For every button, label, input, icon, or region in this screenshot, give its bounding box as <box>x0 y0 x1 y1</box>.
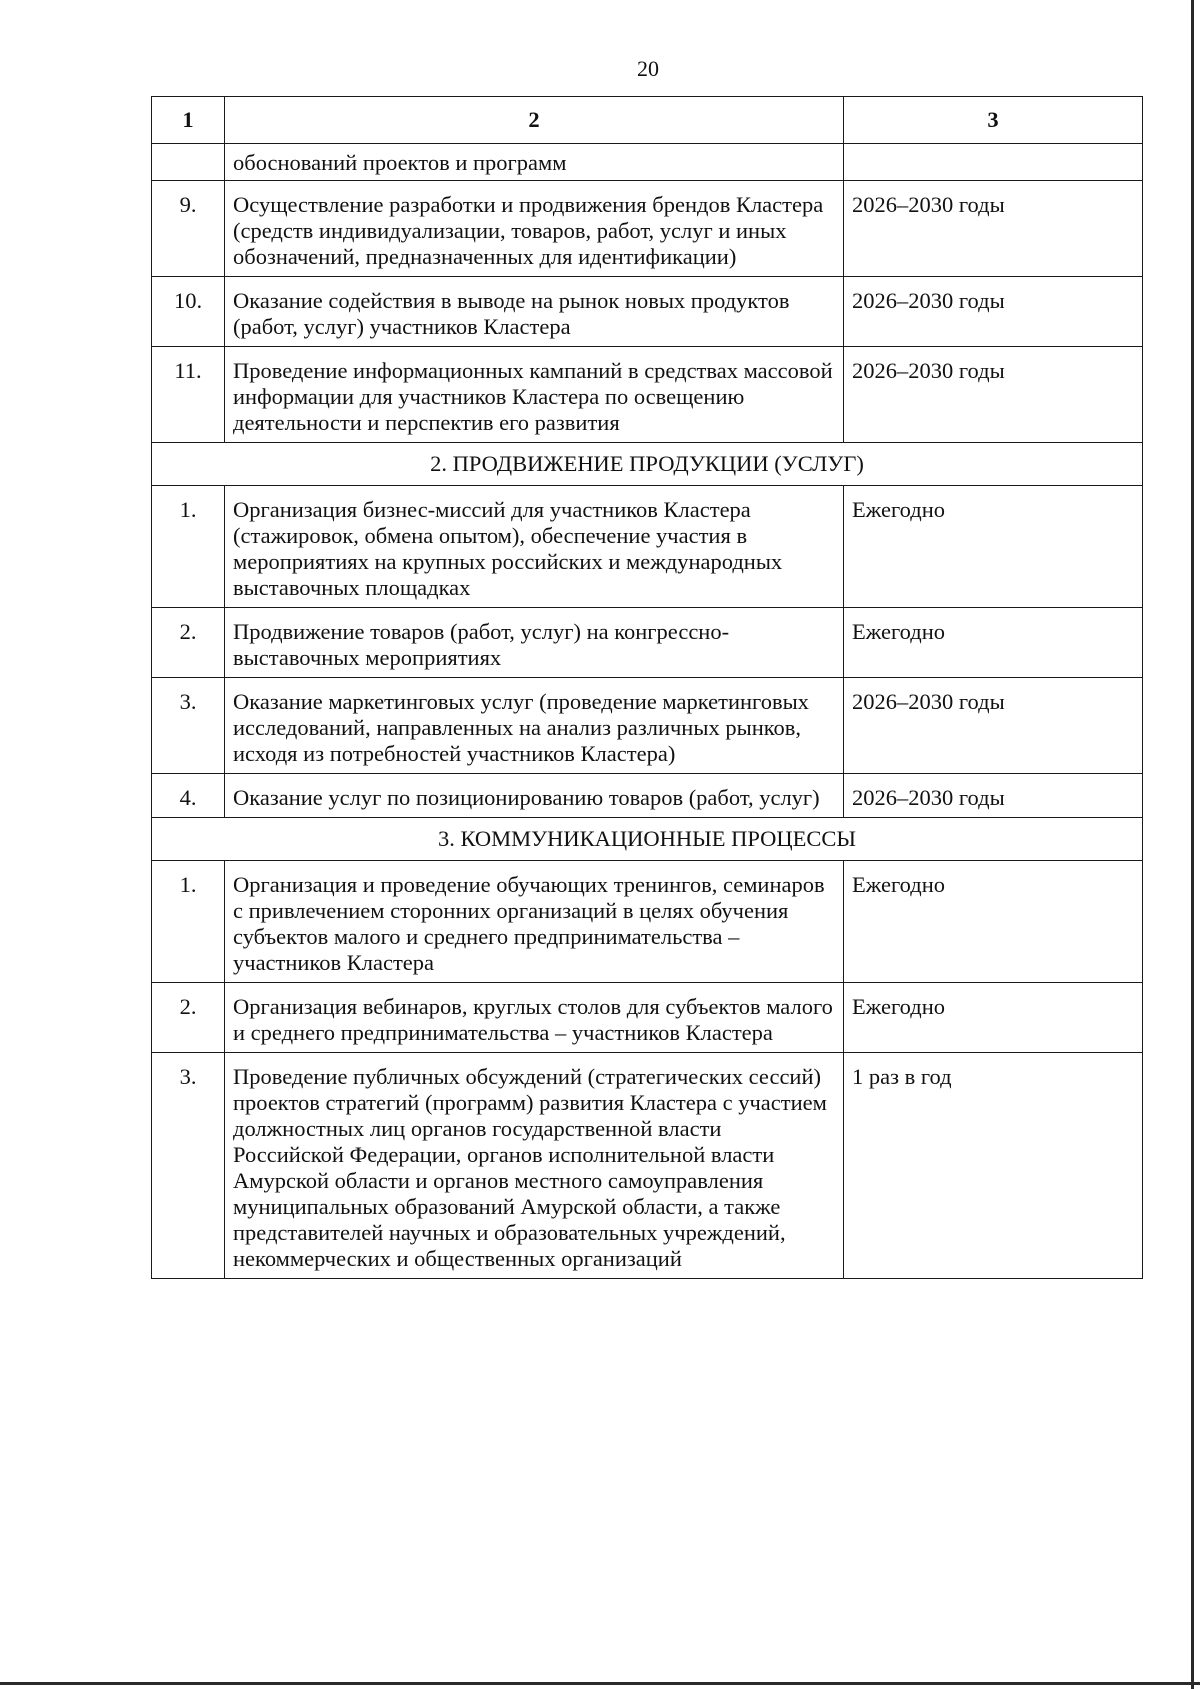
row-number: 1. <box>152 861 225 983</box>
row-number <box>152 144 225 181</box>
page-number: 20 <box>637 56 659 81</box>
row-text: Продвижение товаров (работ, услуг) на конгрессно-выставочных мероприятиях <box>225 608 844 678</box>
row-term: 2026–2030 годы <box>844 347 1143 443</box>
row-term: 2026–2030 годы <box>844 277 1143 347</box>
row-term: Ежегодно <box>844 983 1143 1053</box>
table-row <box>152 678 1143 774</box>
row-text: Проведение публичных обсуждений (стратегических сессий) проектов стратегий (программ) развития Кластера с участием должностных лиц органов государственной власти Российской Федерации, органов исполнительной власти Амурской области и органов местного самоуправления муниципальных образований Амурской области, а также представителей научных и образовательных учреждений, некоммерческих и общественных организаций <box>225 1053 844 1279</box>
header-col-1: 1 <box>152 97 225 144</box>
activities-table <box>151 96 1143 1279</box>
table-row <box>152 277 1143 347</box>
row-term: Ежегодно <box>844 861 1143 983</box>
header-col-3: 3 <box>844 97 1143 144</box>
table-row <box>152 774 1143 818</box>
table-header-row <box>152 97 1143 144</box>
table-row <box>152 144 1143 181</box>
row-text: Организация и проведение обучающих тренингов, семинаров с привлечением сторонних организаций в целях обучения субъектов малого и среднего предпринимательства – участников Кластера <box>225 861 844 983</box>
row-term: 2026–2030 годы <box>844 774 1143 818</box>
row-text: Оказание содействия в выводе на рынок новых продуктов (работ, услуг) участников Кластера <box>225 277 844 347</box>
row-number: 4. <box>152 774 225 818</box>
section-title-promotion: 2. ПРОДВИЖЕНИЕ ПРОДУКЦИИ (УСЛУГ) <box>152 443 1143 486</box>
row-number: 1. <box>152 486 225 608</box>
table-row <box>152 983 1143 1053</box>
table-row <box>152 608 1143 678</box>
row-text: Оказание услуг по позиционированию товаров (работ, услуг) <box>225 774 844 818</box>
row-number: 9. <box>152 181 225 277</box>
row-term: 2026–2030 годы <box>844 678 1143 774</box>
row-text: Оказание маркетинговых услуг (проведение маркетинговых исследований, направленных на анализ различных рынков, исходя из потребностей участников Кластера) <box>225 678 844 774</box>
row-number: 2. <box>152 983 225 1053</box>
row-text: Организация вебинаров, круглых столов для субъектов малого и среднего предпринимательства – участников Кластера <box>225 983 844 1053</box>
row-text: обоснований проектов и программ <box>225 144 844 181</box>
row-text: Проведение информационных кампаний в средствах массовой информации для участников Кластера по освещению деятельности и перспектив его развития <box>225 347 844 443</box>
row-number: 10. <box>152 277 225 347</box>
section-title-communication: 3. КОММУНИКАЦИОННЫЕ ПРОЦЕССЫ <box>152 818 1143 861</box>
row-number: 3. <box>152 678 225 774</box>
row-number: 3. <box>152 1053 225 1279</box>
table-row <box>152 181 1143 277</box>
row-number: 11. <box>152 347 225 443</box>
page-edge-right <box>1191 0 1194 1689</box>
row-text: Организация бизнес-миссий для участников Кластера (стажировок, обмена опытом), обеспечение участия в мероприятиях на крупных российских и международных выставочных площадках <box>225 486 844 608</box>
row-text: Осуществление разработки и продвижения брендов Кластера (средств индивидуализации, товаров, работ, услуг и иных обозначений, предназначенных для идентификации) <box>225 181 844 277</box>
page-edge-bottom <box>0 1682 1200 1685</box>
section-heading-row <box>152 443 1143 486</box>
table-row <box>152 1053 1143 1279</box>
row-term: Ежегодно <box>844 608 1143 678</box>
row-term: 2026–2030 годы <box>844 181 1143 277</box>
section-heading-row <box>152 818 1143 861</box>
row-term: Ежегодно <box>844 486 1143 608</box>
row-term: 1 раз в год <box>844 1053 1143 1279</box>
header-col-2: 2 <box>225 97 844 144</box>
table-row <box>152 486 1143 608</box>
table-row <box>152 861 1143 983</box>
table-row <box>152 347 1143 443</box>
row-term <box>844 144 1143 181</box>
row-number: 2. <box>152 608 225 678</box>
